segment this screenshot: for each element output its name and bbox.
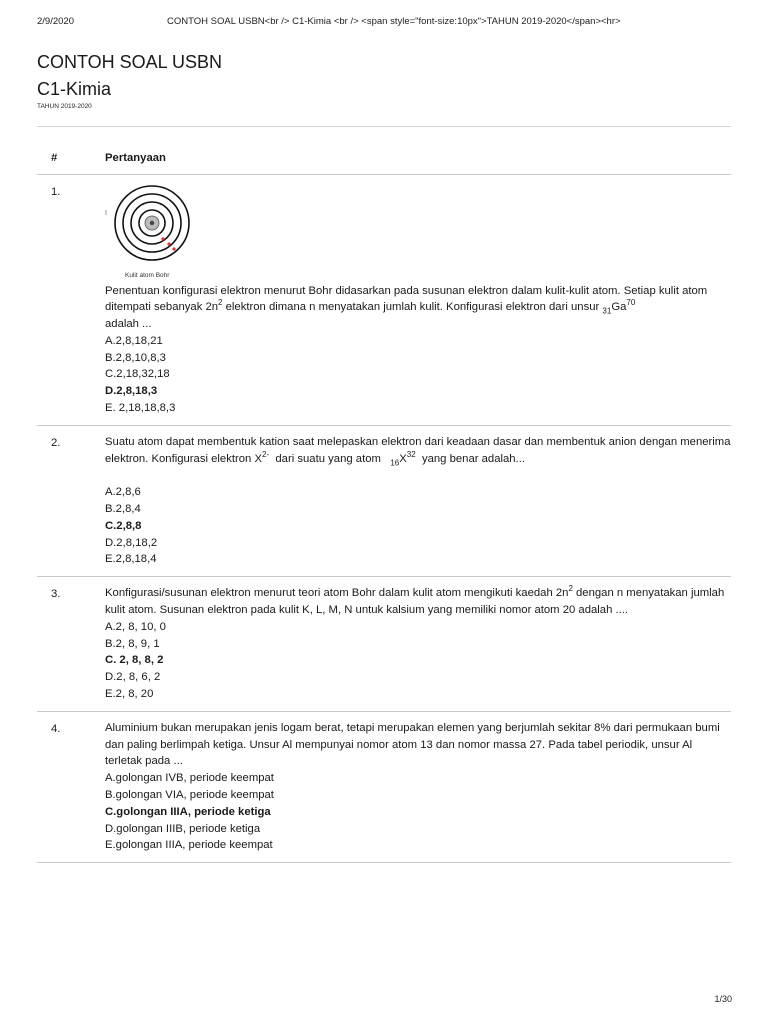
print-header xyxy=(37,16,731,30)
print-date: 2/9/2020 xyxy=(37,16,74,27)
table-row xyxy=(37,425,731,576)
print-title: CONTOH SOAL USBN<br /> C1-Kimia <br /> <span style="font-size:10px">TAHUN 2019-2020</span><hr> xyxy=(167,16,621,27)
question-cell xyxy=(105,577,731,712)
question-number: 2. xyxy=(51,436,61,449)
table-row xyxy=(37,577,731,712)
question-cell xyxy=(105,425,731,576)
question-number: 3. xyxy=(51,588,61,601)
table-row xyxy=(37,174,731,425)
document-title: CONTOH SOAL USBN xyxy=(37,52,223,72)
option-a: A.2,8,6 xyxy=(105,486,141,499)
question-number: 4. xyxy=(51,722,61,735)
option-c-correct: C. 2, 8, 8, 2 xyxy=(105,654,164,667)
option-e: E.2, 8, 20 xyxy=(105,688,154,701)
bohr-atom-icon xyxy=(105,183,205,265)
question-text: Aluminium bukan merupakan jenis logam berat, tetapi merupakan elemen yang berjumlah sekitar 8% dari permukaan bumi dan paling berlimpah ketiga. Unsur Al mempunyai nomor atom 13 dan nomor massa 27. Pada tabel periodik, unsur Al terletak pada ... xyxy=(105,721,720,768)
question-text: Penentuan konfigurasi elektron menurut Bohr didasarkan pada susunan elektron dalam kulit-kulit atom. Setiap kulit atom ditempati sebanyak $2n^2$ elektron dimana n menyatakan jumlah kulit. Konfigurasi elektron dari unsur $_{31}Ga^{70}$ adalah ... xyxy=(105,284,708,331)
option-d-correct: D.2,8,18,3 xyxy=(105,385,158,398)
table-row xyxy=(37,711,731,862)
figure-caption: Kulit atom Bohr xyxy=(125,271,170,279)
year-label: TAHUN 2019-2020 xyxy=(37,103,92,110)
option-c: C.2,18,32,18 xyxy=(105,368,170,381)
option-e: E.golongan IIIA, periode keempat xyxy=(105,839,273,852)
option-a: A.2,8,18,21 xyxy=(105,334,163,347)
option-a: A.golongan IVB, periode keempat xyxy=(105,772,274,785)
question-text: Suatu atom dapat membentuk kation saat melepaskan elektron dari keadaan dasar dan membentuk anion dengan menerima elektron. Konfigurasi elektron $X^{2-}$ dari suatu yang atom $_{16}X^{32}$ yang benar adalah... xyxy=(105,435,731,467)
document-subtitle: C1-Kimia xyxy=(37,79,112,99)
option-d: D.golongan IIIB, periode ketiga xyxy=(105,822,261,835)
bohr-atom-diagram xyxy=(105,183,205,281)
question-cell xyxy=(105,174,731,425)
question-text: Konfigurasi/susunan elektron menurut teori atom Bohr dalam kulit atom mengikuti kaedah $2n^2$ dengan n menyatakan jumlah kulit atom. Susunan elektron pada kulit K, L, M, N untuk kalsium yang memiliki nomor atom 20 adalah .... xyxy=(105,584,725,617)
page-number: 1/30 xyxy=(714,994,732,1004)
option-e: E. 2,18,18,8,3 xyxy=(105,402,176,415)
question-number: 1. xyxy=(51,185,61,198)
header-question: Pertanyaan xyxy=(105,152,166,164)
option-b: B.golongan VIA, periode keempat xyxy=(105,789,274,802)
option-b: B.2,8,10,8,3 xyxy=(105,351,166,364)
option-e: E.2,8,18,4 xyxy=(105,553,157,566)
option-c-correct: C.2,8,8 xyxy=(105,519,142,532)
table-header-row xyxy=(37,140,731,174)
option-d: D.2, 8, 6, 2 xyxy=(105,671,161,684)
option-c-correct: C.golongan IIIA, periode ketiga xyxy=(105,805,271,818)
option-b: B.2, 8, 9, 1 xyxy=(105,637,160,650)
option-a: A.2, 8, 10, 0 xyxy=(105,620,166,633)
title-divider xyxy=(37,126,731,127)
option-d: D.2,8,18,2 xyxy=(105,536,158,549)
question-table xyxy=(37,140,731,863)
option-b: B.2,8,4 xyxy=(105,503,141,516)
header-number: # xyxy=(51,152,58,164)
question-cell xyxy=(105,711,731,862)
spacer xyxy=(105,467,731,484)
